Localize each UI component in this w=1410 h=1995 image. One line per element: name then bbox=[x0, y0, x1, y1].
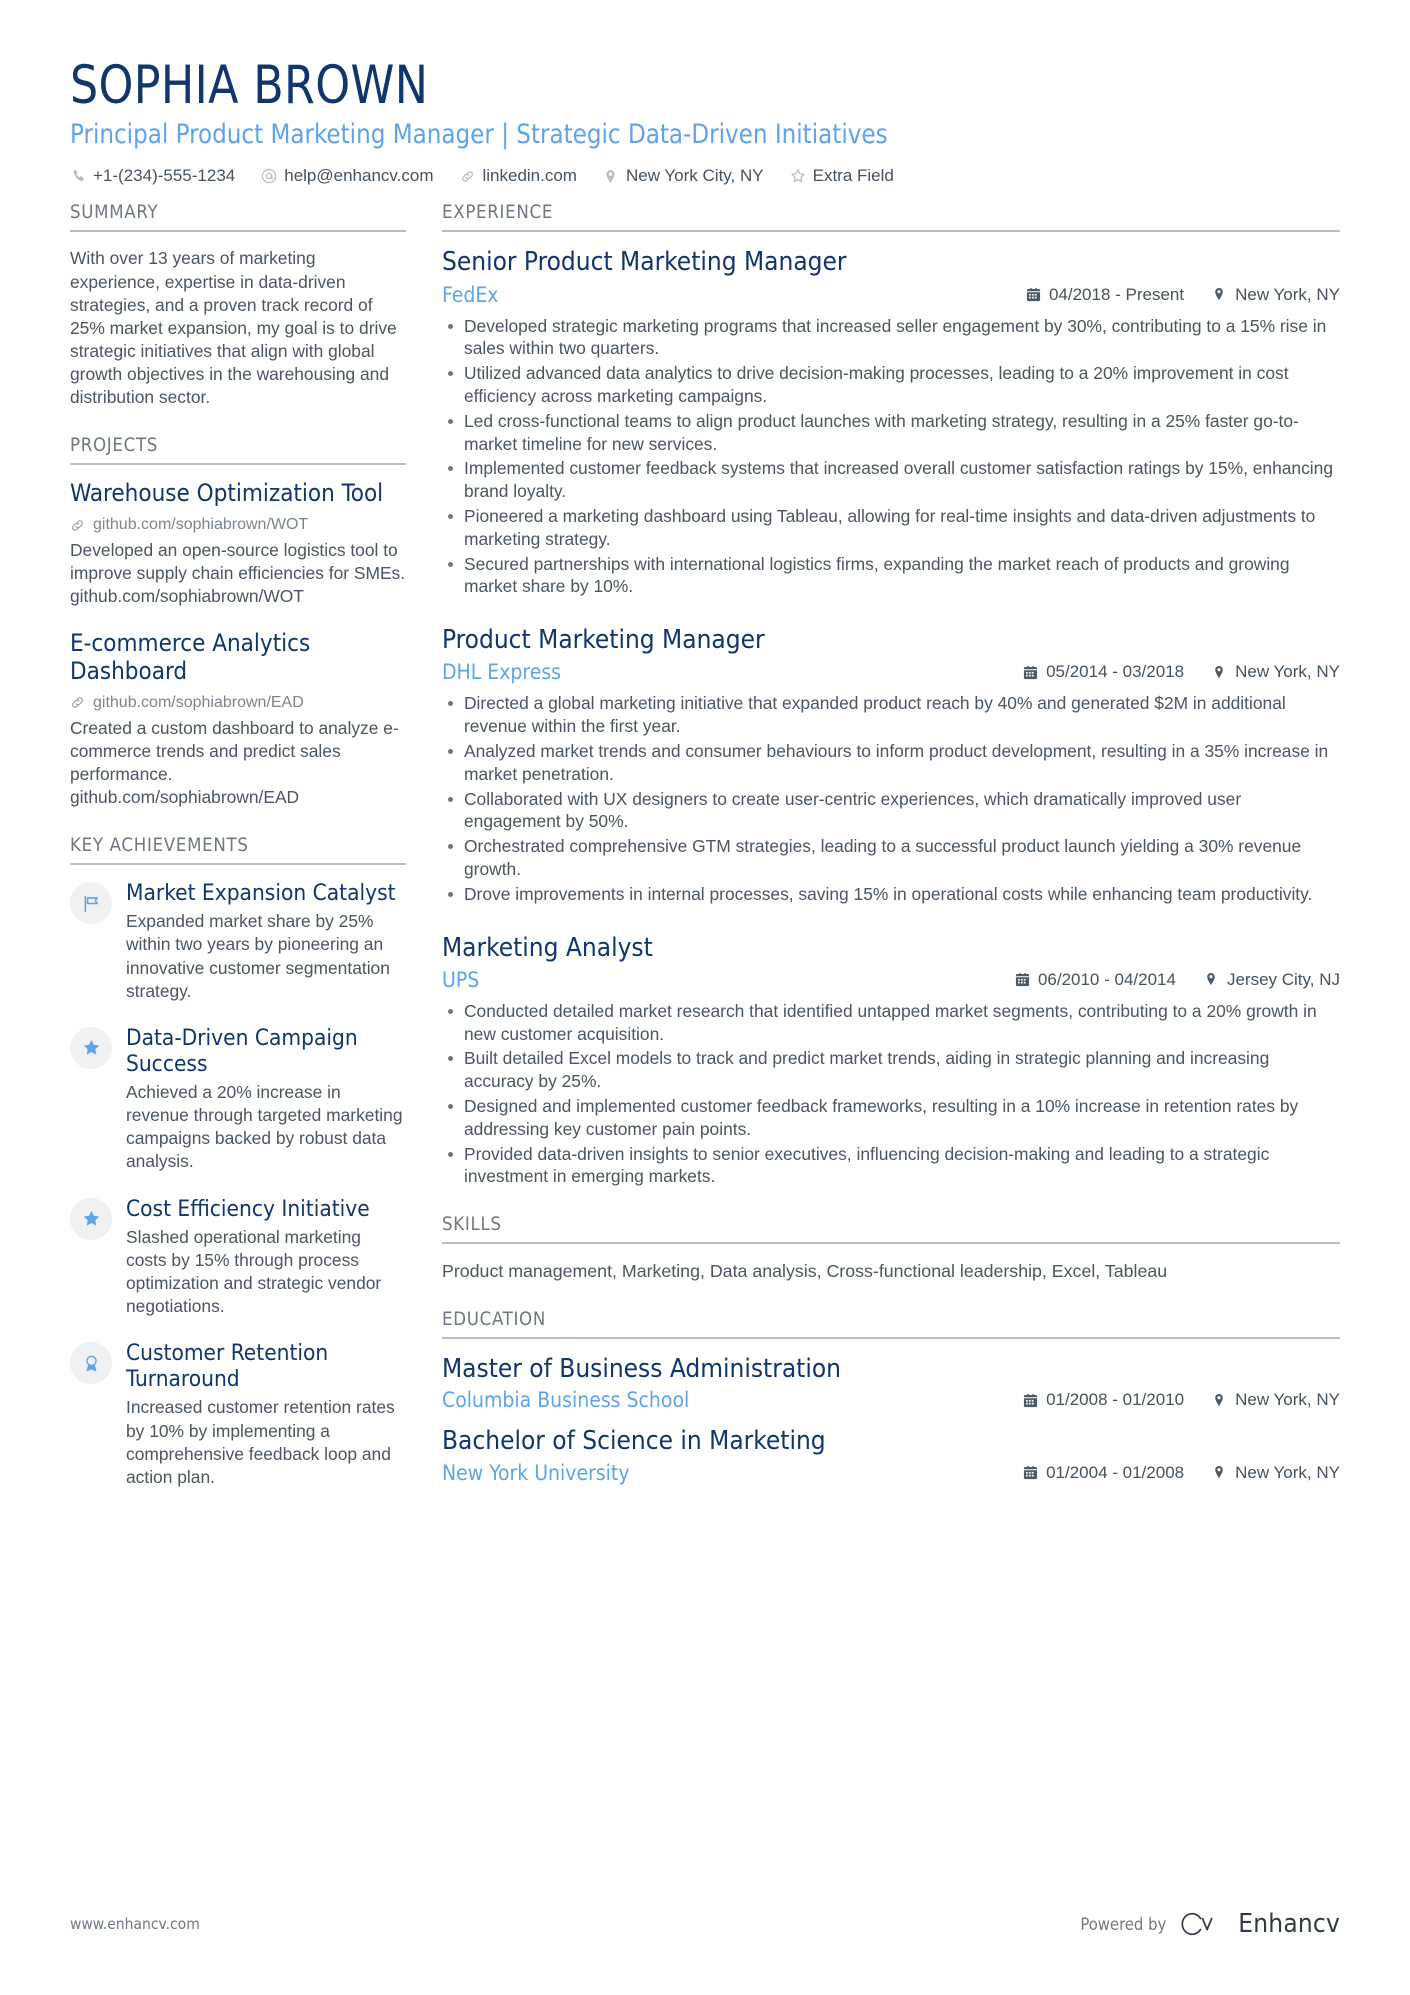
section-title-key-achievements: KEY ACHIEVEMENTS bbox=[70, 835, 406, 865]
location-pin-icon bbox=[1212, 1393, 1227, 1408]
job-dates-text: 05/2014 - 03/2018 bbox=[1046, 662, 1185, 682]
location-pin-icon bbox=[603, 168, 619, 184]
achievement-body bbox=[126, 1196, 406, 1319]
job-dates bbox=[1023, 662, 1184, 682]
achievement-item bbox=[70, 880, 406, 1003]
footer-url[interactable]: www.enhancv.com bbox=[70, 1915, 200, 1933]
powered-by-label: Powered by bbox=[1080, 1914, 1167, 1934]
page-footer bbox=[70, 1909, 1340, 1939]
project-link-text: github.com/sophiabrown/EAD bbox=[93, 693, 304, 711]
achievement-description: Achieved a 20% increase in revenue through targeted marketing campaigns backed by robust data analysis. bbox=[126, 1082, 403, 1172]
job-bullet: Built detailed Excel models to track and predict market trends, aiding in strategic planning and increasing accuracy by 25%. bbox=[442, 1047, 1340, 1093]
project-description: Developed an open-source logistics tool to improve supply chain efficiencies for SMEs. github.com/sophiabrown/WOT bbox=[70, 540, 406, 607]
achievement-title: Data-Driven Campaign Success bbox=[126, 1024, 358, 1077]
contact-linkedin[interactable] bbox=[459, 166, 577, 186]
section-title-experience: EXPERIENCE bbox=[442, 202, 1340, 232]
project-description: Created a custom dashboard to analyze e-commerce trends and predict sales performance. github.com/sophiabrown/EAD bbox=[70, 717, 399, 808]
resume-header bbox=[70, 56, 1340, 186]
link-icon bbox=[459, 168, 475, 184]
job-bullet: Provided data-driven insights to senior executives, influencing decision-making and leading to a strategic investment in emerging markets. bbox=[442, 1143, 1340, 1189]
left-column bbox=[70, 202, 406, 1515]
job-location-text: Jersey City, NJ bbox=[1226, 969, 1340, 989]
contact-row bbox=[70, 166, 1340, 186]
section-skills bbox=[442, 1214, 1340, 1283]
job-dates bbox=[1026, 285, 1184, 305]
location-pin-icon bbox=[1212, 287, 1227, 302]
contact-linkedin-text: linkedin.com bbox=[482, 166, 577, 186]
achievement-item bbox=[70, 1196, 406, 1319]
education-dates bbox=[1023, 1390, 1184, 1410]
job-title: Product Marketing Manager bbox=[442, 625, 765, 656]
job-company: UPS bbox=[442, 967, 480, 992]
calendar-icon bbox=[1023, 665, 1038, 680]
achievement-description: Increased customer retention rates by 10% by implementing a comprehensive feedback loop and action plan. bbox=[126, 1397, 395, 1487]
job-bullet: Directed a global marketing initiative that expanded product reach by 40% and generated $2M in additional revenue within the first year. bbox=[442, 692, 1340, 738]
location-pin-icon bbox=[1212, 665, 1227, 680]
location-pin-icon bbox=[1204, 972, 1219, 987]
education-degree: Bachelor of Science in Marketing bbox=[442, 1426, 826, 1457]
skills-text: Product management, Marketing, Data analysis, Cross-functional leadership, Excel, Tableau bbox=[442, 1261, 1168, 1282]
job-bullet: Led cross-functional teams to align product launches with marketing strategy, resulting in a 25% faster go-to-market timeline for new services. bbox=[442, 410, 1340, 456]
education-degree: Master of Business Administration bbox=[442, 1354, 841, 1385]
education-location bbox=[1212, 1390, 1340, 1410]
job-bullet: Conducted detailed market research that identified untapped market segments, contributing to a 20% growth in new customer acquisition. bbox=[442, 1000, 1340, 1046]
phone-icon bbox=[70, 168, 86, 184]
section-experience bbox=[442, 202, 1340, 1188]
project-item bbox=[70, 480, 406, 608]
job-bullet: Developed strategic marketing programs that increased seller engagement by 30%, contributing to a 15% rise in sales within two quarters. bbox=[442, 315, 1340, 361]
education-dates-text: 01/2004 - 01/2008 bbox=[1046, 1462, 1185, 1482]
project-item bbox=[70, 630, 406, 809]
job-meta bbox=[442, 660, 1340, 684]
location-pin-icon bbox=[1212, 1465, 1227, 1480]
job-title: Senior Product Marketing Manager bbox=[442, 247, 847, 278]
education-meta bbox=[442, 1388, 1340, 1412]
achievement-title: Customer Retention Turnaround bbox=[126, 1340, 329, 1393]
job-bullet: Collaborated with UX designers to create user-centric experiences, which dramatically improved user engagement by 50%. bbox=[442, 788, 1340, 834]
experience-item bbox=[442, 933, 1340, 1189]
job-bullets bbox=[442, 315, 1340, 599]
contact-location[interactable] bbox=[603, 166, 764, 186]
resume-columns bbox=[70, 202, 1340, 1515]
contact-phone[interactable] bbox=[70, 166, 235, 186]
contact-email[interactable] bbox=[261, 166, 433, 186]
job-meta bbox=[442, 283, 1340, 307]
job-meta-right bbox=[1023, 662, 1340, 682]
job-meta-right bbox=[1015, 970, 1340, 990]
education-item bbox=[442, 1426, 1340, 1484]
link-icon bbox=[70, 518, 85, 533]
job-location-text: New York, NY bbox=[1235, 662, 1340, 682]
calendar-icon bbox=[1023, 1393, 1038, 1408]
project-link[interactable] bbox=[70, 516, 406, 534]
summary-text: With over 13 years of marketing experience, expertise in data-driven strategies, and a proven track record of 25% market expansion, my goal is to drive strategic initiatives that align with global growth objectives in the warehousing and distribution sector. bbox=[70, 248, 397, 408]
achievement-title: Market Expansion Catalyst bbox=[126, 880, 396, 907]
job-title: Marketing Analyst bbox=[442, 932, 653, 963]
section-title-education: EDUCATION bbox=[442, 1309, 1340, 1339]
education-dates-text: 01/2008 - 01/2010 bbox=[1046, 1390, 1185, 1410]
candidate-name: SOPHIA BROWN bbox=[70, 55, 429, 116]
project-name: E-commerce Analytics Dashboard bbox=[70, 629, 311, 686]
achievement-item bbox=[70, 1340, 406, 1489]
link-icon bbox=[70, 695, 85, 710]
section-key-achievements bbox=[70, 835, 406, 1489]
contact-extra-field-text: Extra Field bbox=[812, 166, 894, 186]
job-bullet: Secured partnerships with international logistics firms, expanding the market reach of products and growing market share by 10%. bbox=[442, 553, 1340, 599]
section-education bbox=[442, 1309, 1340, 1484]
job-bullets bbox=[442, 1000, 1340, 1188]
star-icon bbox=[70, 1198, 112, 1240]
job-bullet: Analyzed market trends and consumer behaviours to inform product development, resulting in a 35% increase in market penetration. bbox=[442, 740, 1340, 786]
achievement-body bbox=[126, 1025, 406, 1174]
right-column bbox=[442, 202, 1340, 1510]
education-dates bbox=[1023, 1463, 1184, 1483]
job-bullet: Utilized advanced data analytics to drive decision-making processes, leading to a 20% improvement in cost efficiency across marketing campaigns. bbox=[442, 362, 1340, 408]
section-title-projects: PROJECTS bbox=[70, 435, 406, 465]
footer-brand bbox=[1080, 1909, 1340, 1939]
education-item bbox=[442, 1354, 1340, 1412]
star-outline-icon bbox=[790, 168, 806, 184]
contact-extra-field[interactable] bbox=[790, 166, 894, 186]
job-location-text: New York, NY bbox=[1235, 284, 1340, 304]
contact-location-text: New York City, NY bbox=[625, 166, 764, 186]
achievement-body bbox=[126, 880, 406, 1003]
job-dates-text: 06/2010 - 04/2014 bbox=[1037, 969, 1176, 989]
calendar-icon bbox=[1023, 1465, 1038, 1480]
job-location bbox=[1212, 662, 1340, 682]
job-location bbox=[1204, 970, 1340, 990]
star-icon bbox=[70, 1027, 112, 1069]
job-bullets bbox=[442, 692, 1340, 905]
job-bullet: Drove improvements in internal processes, saving 15% in operational costs while enhancing team productivity. bbox=[442, 883, 1340, 906]
education-location-text: New York, NY bbox=[1235, 1390, 1340, 1410]
calendar-icon bbox=[1015, 972, 1030, 987]
job-company: FedEx bbox=[442, 282, 499, 307]
job-bullet: Orchestrated comprehensive GTM strategies, leading to a successful product launch yielding a 30% revenue growth. bbox=[442, 835, 1340, 881]
achievement-description: Slashed operational marketing costs by 15% through process optimization and strategic vendor negotiations. bbox=[126, 1226, 382, 1317]
achievement-description: Expanded market share by 25% within two years by pioneering an innovative customer segmentation strategy. bbox=[126, 911, 390, 1001]
achievement-body bbox=[126, 1340, 406, 1489]
job-dates bbox=[1015, 970, 1176, 990]
education-meta-right bbox=[1023, 1463, 1340, 1483]
experience-item bbox=[442, 247, 1340, 598]
candidate-headline: Principal Product Marketing Manager | Strategic Data-Driven Initiatives bbox=[70, 119, 888, 151]
email-icon bbox=[261, 168, 277, 184]
job-bullet: Designed and implemented customer feedback frameworks, resulting in a 10% increase in retention rates by addressing key customer pain points. bbox=[442, 1095, 1340, 1141]
flag-icon bbox=[70, 882, 112, 924]
education-school: New York University bbox=[442, 1460, 630, 1485]
job-dates-text: 04/2018 - Present bbox=[1048, 284, 1185, 304]
project-link[interactable] bbox=[70, 694, 406, 712]
award-ribbon-icon bbox=[70, 1342, 112, 1384]
contact-email-text: help@enhancv.com bbox=[284, 166, 434, 186]
achievement-title: Cost Efficiency Initiative bbox=[126, 1195, 370, 1222]
job-bullet: Pioneered a marketing dashboard using Tableau, allowing for real-time insights and data-driven adjustments to marketing strategy. bbox=[442, 505, 1340, 551]
brand-name: Enhancv bbox=[1238, 1909, 1340, 1939]
job-company: DHL Express bbox=[442, 660, 562, 685]
education-meta-right bbox=[1023, 1390, 1340, 1410]
experience-item bbox=[442, 625, 1340, 905]
enhancv-logo-icon bbox=[1179, 1911, 1225, 1937]
contact-phone-text: +1-(234)-555-1234 bbox=[93, 166, 236, 186]
achievement-item bbox=[70, 1025, 406, 1174]
job-meta-right bbox=[1026, 285, 1340, 305]
section-title-skills: SKILLS bbox=[442, 1214, 1340, 1244]
education-meta bbox=[442, 1461, 1340, 1485]
calendar-icon bbox=[1026, 287, 1041, 302]
section-title-summary: SUMMARY bbox=[70, 202, 406, 232]
job-bullet: Implemented customer feedback systems that increased overall customer satisfaction ratings by 15%, enhancing brand loyalty. bbox=[442, 457, 1340, 503]
job-meta bbox=[442, 968, 1340, 992]
education-location bbox=[1212, 1463, 1340, 1483]
section-summary bbox=[70, 202, 406, 409]
section-projects bbox=[70, 435, 406, 809]
job-location bbox=[1212, 285, 1340, 305]
project-name: Warehouse Optimization Tool bbox=[70, 479, 384, 508]
education-school: Columbia Business School bbox=[442, 1388, 690, 1413]
project-link-text: github.com/sophiabrown/WOT bbox=[93, 516, 309, 534]
education-location-text: New York, NY bbox=[1235, 1462, 1340, 1482]
